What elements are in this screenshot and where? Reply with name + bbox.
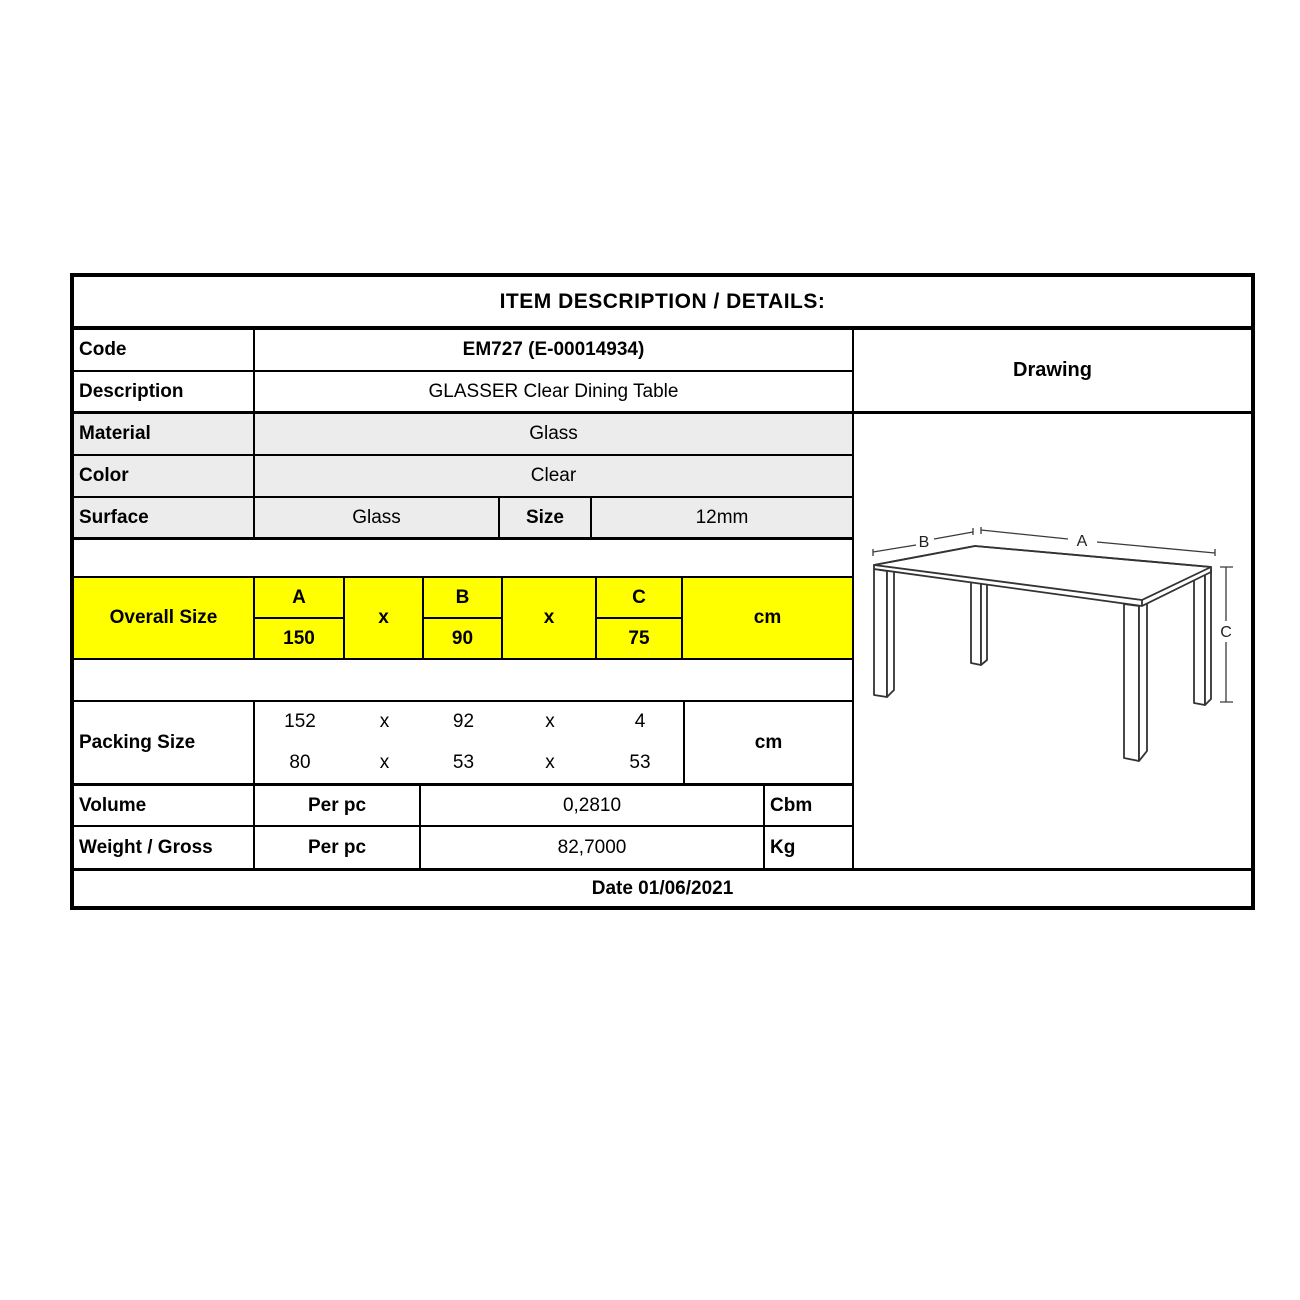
overall-dim-c-value: 75 (628, 627, 650, 649)
drawing-canvas (854, 414, 1251, 868)
drawing-column (852, 330, 1251, 868)
leg-back-left-side (981, 580, 987, 665)
row-surface (74, 498, 852, 540)
leg-front-left (874, 569, 887, 697)
overall-separator-2: x (503, 578, 597, 658)
spacer-row-2 (74, 660, 852, 702)
volume-unit: Cbm (770, 794, 813, 816)
surface-size-label: Size (500, 498, 592, 537)
packing-1-x2: x (545, 711, 555, 733)
packing-2-v1: 80 (289, 751, 311, 773)
packing-1-v2: 92 (452, 711, 475, 733)
packing-1-x1: x (379, 711, 390, 733)
leg-front-left-side (887, 569, 894, 697)
row-material (74, 414, 852, 456)
surface-value: Glass (255, 498, 500, 537)
material-value: Glass (529, 423, 578, 444)
packing-1-v1: 152 (284, 711, 316, 733)
row-weight (74, 827, 852, 868)
leg-back-right-side (1205, 569, 1211, 705)
leg-back-right (1194, 570, 1205, 705)
dim-b-label: B (918, 534, 930, 551)
leg-front-right-side (1139, 603, 1147, 761)
overall-size-label: Overall Size (74, 578, 255, 658)
spec-sheet (70, 273, 1255, 910)
overall-dim-b (424, 578, 503, 658)
packing-line-2 (255, 752, 683, 774)
spacer-row-1 (74, 540, 852, 578)
volume-label: Volume (74, 786, 255, 825)
overall-dim-a-letter: A (255, 578, 343, 619)
details-table (74, 330, 852, 868)
volume-per: Per pc (255, 786, 421, 825)
material-label: Material (74, 414, 255, 454)
weight-label: Weight / Gross (74, 827, 255, 868)
overall-dim-b-letter: B (424, 578, 501, 619)
code-label: Code (74, 330, 255, 370)
packing-size-label: Packing Size (74, 702, 255, 783)
overall-dim-c-letter: C (597, 578, 681, 619)
overall-dim-c (597, 578, 683, 658)
weight-per: Per pc (255, 827, 421, 868)
packing-2-v3: 53 (629, 751, 651, 773)
dim-c-label: C (1220, 624, 1232, 641)
leg-front-right (1124, 604, 1139, 761)
color-label: Color (74, 456, 255, 496)
dim-a-label: A (1076, 533, 1088, 550)
packing-2-v2: 53 (452, 751, 475, 773)
table-top (874, 546, 1211, 606)
packing-2-x2: x (545, 751, 555, 773)
description-value: GLASSER Clear Dining Table (428, 380, 679, 402)
leg-back-left (971, 580, 981, 665)
sheet-title: ITEM DESCRIPTION / DETAILS: (74, 277, 1251, 330)
sheet-body (74, 330, 1251, 871)
row-volume (74, 786, 852, 827)
overall-dim-a (255, 578, 345, 658)
overall-dim-b-value: 90 (451, 627, 474, 649)
overall-dim-a-value: 150 (283, 627, 315, 649)
weight-unit: Kg (770, 836, 796, 858)
row-color (74, 456, 852, 498)
surface-label: Surface (74, 498, 255, 537)
packing-2-x1: x (379, 751, 390, 773)
overall-size-unit: cm (753, 607, 782, 628)
row-description (74, 372, 852, 414)
packing-size-unit: cm (683, 702, 852, 783)
weight-value: 82,7000 (421, 827, 765, 868)
drawing-title: Drawing (854, 330, 1251, 414)
packing-size-values (255, 702, 683, 783)
volume-value: 0,2810 (421, 786, 765, 825)
table-drawing (854, 500, 1251, 785)
row-packing-size (74, 702, 852, 786)
surface-size-value: 12mm (695, 506, 749, 528)
overall-separator-1: x (345, 578, 424, 658)
packing-line-1 (255, 711, 683, 733)
row-code (74, 330, 852, 372)
color-value: Clear (530, 465, 577, 486)
code-value: EM727 (E-00014934) (462, 339, 645, 360)
date-footer: Date 01/06/2021 (591, 877, 734, 899)
row-overall-size (74, 578, 852, 660)
packing-1-v3: 4 (634, 711, 646, 733)
description-label: Description (74, 372, 255, 411)
